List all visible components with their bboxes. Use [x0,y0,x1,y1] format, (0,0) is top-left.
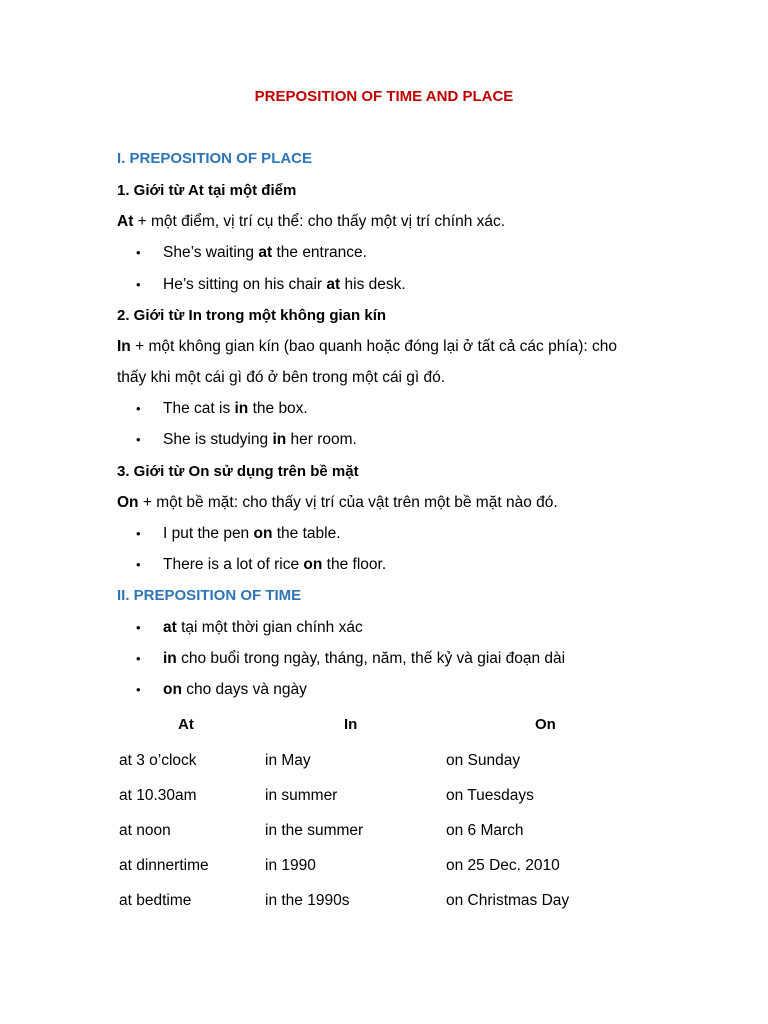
list-item [136,431,357,449]
list-item [136,525,341,543]
table-cell: in May [265,752,311,769]
table-cell: on Christmas Day [446,892,570,909]
example-text: the box. [248,400,308,417]
list-item [136,681,307,699]
keyword-in: In [117,338,131,355]
example-text: the table. [272,525,341,542]
example-text: She is studying [163,431,273,448]
bullet-icon: • [136,557,141,572]
table-cell: in 1990 [265,857,316,874]
example-text: She’s waiting [163,244,259,261]
paragraph-text: + một không gian kín (bao quanh hoặc đóng lại ở tất cả các phía): cho [130,338,618,355]
document-title: PREPOSITION OF TIME AND PLACE [254,88,514,105]
list-item [136,276,406,294]
table-header-in: In [344,716,358,733]
table-cell: at dinnertime [119,857,209,874]
keyword-at: At [117,213,134,230]
list-item [136,619,363,637]
table-header-on: On [535,716,556,733]
paragraph-in [117,338,617,356]
time-rule-text: tại một thời gian chính xác [176,619,363,636]
list-item [136,244,367,262]
example-keyword: in [272,431,287,448]
example-keyword: on [303,556,323,573]
example-keyword: in [234,400,249,417]
list-item [136,556,386,574]
keyword-on: On [117,494,139,511]
subheading-at: 1. Giới từ At tại một điểm [117,182,297,199]
table-cell: at noon [119,822,171,839]
bullet-icon: • [136,620,141,635]
table-cell: in the 1990s [265,892,350,909]
table-header-at: At [178,716,194,733]
table-cell: at bedtime [119,892,192,909]
list-item [136,400,308,418]
example-text: his desk. [340,276,406,293]
time-keyword: at [163,619,177,636]
table-cell: on 25 Dec. 2010 [446,857,560,874]
section-heading-place: I. PREPOSITION OF PLACE [117,150,313,167]
paragraph-text: + một điểm, vị trí cụ thể: cho thấy một vị trí chính xác. [133,213,506,230]
example-text: He’s sitting on his chair [163,276,327,293]
paragraph-text: + một bề mặt: cho thấy vị trí của vật trên một bề mặt nào đó. [138,494,558,511]
example-keyword: at [258,244,273,261]
paragraph-at [117,213,505,231]
bullet-icon: • [136,526,141,541]
table-cell: in the summer [265,822,364,839]
table-cell: on Tuesdays [446,787,534,804]
bullet-icon: • [136,245,141,260]
example-keyword: at [326,276,341,293]
example-text: The cat is [163,400,235,417]
example-text: I put the pen [163,525,254,542]
bullet-icon: • [136,682,141,697]
list-item [136,650,565,668]
example-text: her room. [286,431,357,448]
time-keyword: in [163,650,177,667]
bullet-icon: • [136,432,141,447]
table-cell: in summer [265,787,338,804]
bullet-icon: • [136,651,141,666]
bullet-icon: • [136,277,141,292]
paragraph-in-continued: thấy khi một cái gì đó ở bên trong một cái gì đó. [117,369,446,386]
section-heading-time: II. PREPOSITION OF TIME [117,587,302,604]
example-text: the floor. [322,556,387,573]
paragraph-on [117,494,558,512]
table-cell: at 10.30am [119,787,197,804]
subheading-on: 3. Giới từ On sử dụng trên bề mặt [117,463,359,480]
subheading-in: 2. Giới từ In trong một không gian kín [117,307,387,324]
table-cell: on 6 March [446,822,524,839]
time-rule-text: cho buổi trong ngày, tháng, năm, thế kỷ và giai đoạn dài [176,650,566,667]
example-keyword: on [253,525,273,542]
bullet-icon: • [136,401,141,416]
example-text: the entrance. [272,244,367,261]
table-cell: at 3 o’clock [119,752,197,769]
table-cell: on Sunday [446,752,521,769]
time-rule-text: cho days và ngày [181,681,307,698]
example-text: There is a lot of rice [163,556,304,573]
time-keyword: on [163,681,182,698]
